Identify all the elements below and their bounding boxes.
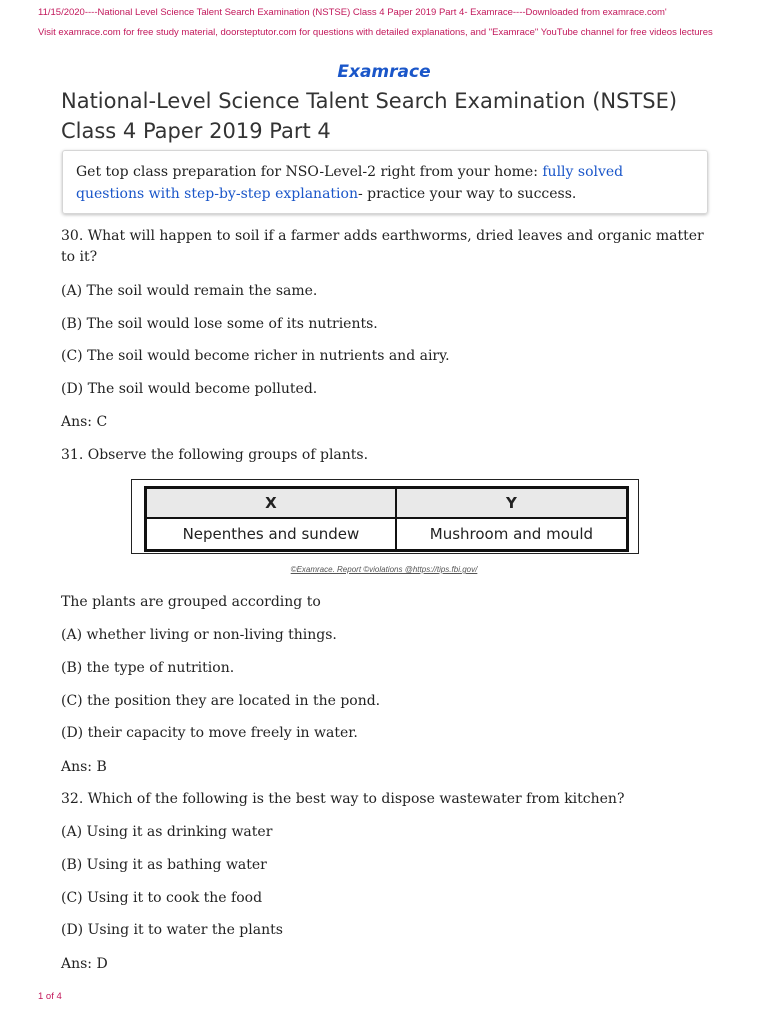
- question-31-option-c: (C) the position they are located in the pond.: [61, 693, 381, 709]
- page-title: National-Level Science Talent Search Examination (NSTSE) Class 4 Paper 2019 Part 4: [61, 89, 678, 143]
- question-31-answer: Ans: B: [61, 759, 107, 775]
- question-30-option-b: (B) The soil would lose some of its nutrients.: [61, 316, 378, 332]
- question-30: 30. What will happen to soil if a farmer adds earthworms, dried leaves and organic matter to it?: [61, 228, 704, 265]
- image-credit-link[interactable]: ©Examrace. Report ©violations @https://tips.fbi.gov/: [290, 565, 478, 574]
- question-31-option-b: (B) the type of nutrition.: [61, 660, 235, 676]
- question-30-option-d: (D) The soil would become polluted.: [61, 381, 318, 397]
- question-32-answer: Ans: D: [61, 956, 108, 972]
- question-32-option-d: (D) Using it to water the plants: [61, 922, 283, 938]
- plant-groups-figure: [131, 479, 639, 554]
- question-30-answer: Ans: C: [61, 414, 108, 430]
- document-header: 11/15/2020----National Level Science Talent Search Examination (NSTSE) Class 4 Paper 2019 Part 4- Examrace----Downloaded from examrace.com': [38, 7, 667, 18]
- promo-box: [62, 150, 708, 214]
- table-header-y: Y: [396, 488, 627, 518]
- promo-text: Get top class preparation for NSO-Level-2 right from your home:: [76, 164, 543, 180]
- question-31-option-a: (A) whether living or non-living things.: [61, 627, 337, 643]
- question-32: 32. Which of the following is the best way to dispose wastewater from kitchen?: [61, 791, 625, 807]
- question-32-option-a: (A) Using it as drinking water: [61, 824, 273, 840]
- plant-groups-table: [144, 486, 629, 552]
- question-32-option-b: (B) Using it as bathing water: [61, 857, 267, 873]
- question-30-option-c: (C) The soil would become richer in nutrients and airy.: [61, 348, 450, 364]
- promo-link[interactable]: fully solved questions with step-by-step explanation: [76, 164, 624, 202]
- question-32-option-c: (C) Using it to cook the food: [61, 890, 263, 906]
- question-31-option-d: (D) their capacity to move freely in water.: [61, 725, 358, 741]
- table-header-x: X: [146, 488, 396, 518]
- question-31: 31. Observe the following groups of plants.: [61, 447, 369, 463]
- page-number: 1 of 4: [38, 991, 62, 1002]
- question-31-stem: The plants are grouped according to: [61, 594, 321, 610]
- visit-notice: Visit examrace.com for free study material, doorsteptutor.com for questions with detailed explanations, and "Examrace" YouTube channel for free videos lectures: [38, 27, 713, 38]
- table-cell-x: Nepenthes and sundew: [146, 518, 396, 550]
- brand-logo-text[interactable]: Examrace: [337, 62, 431, 82]
- table-cell-y: Mushroom and mould: [396, 518, 627, 550]
- question-30-option-a: (A) The soil would remain the same.: [61, 283, 318, 299]
- promo-tail: - practice your way to success.: [357, 186, 577, 202]
